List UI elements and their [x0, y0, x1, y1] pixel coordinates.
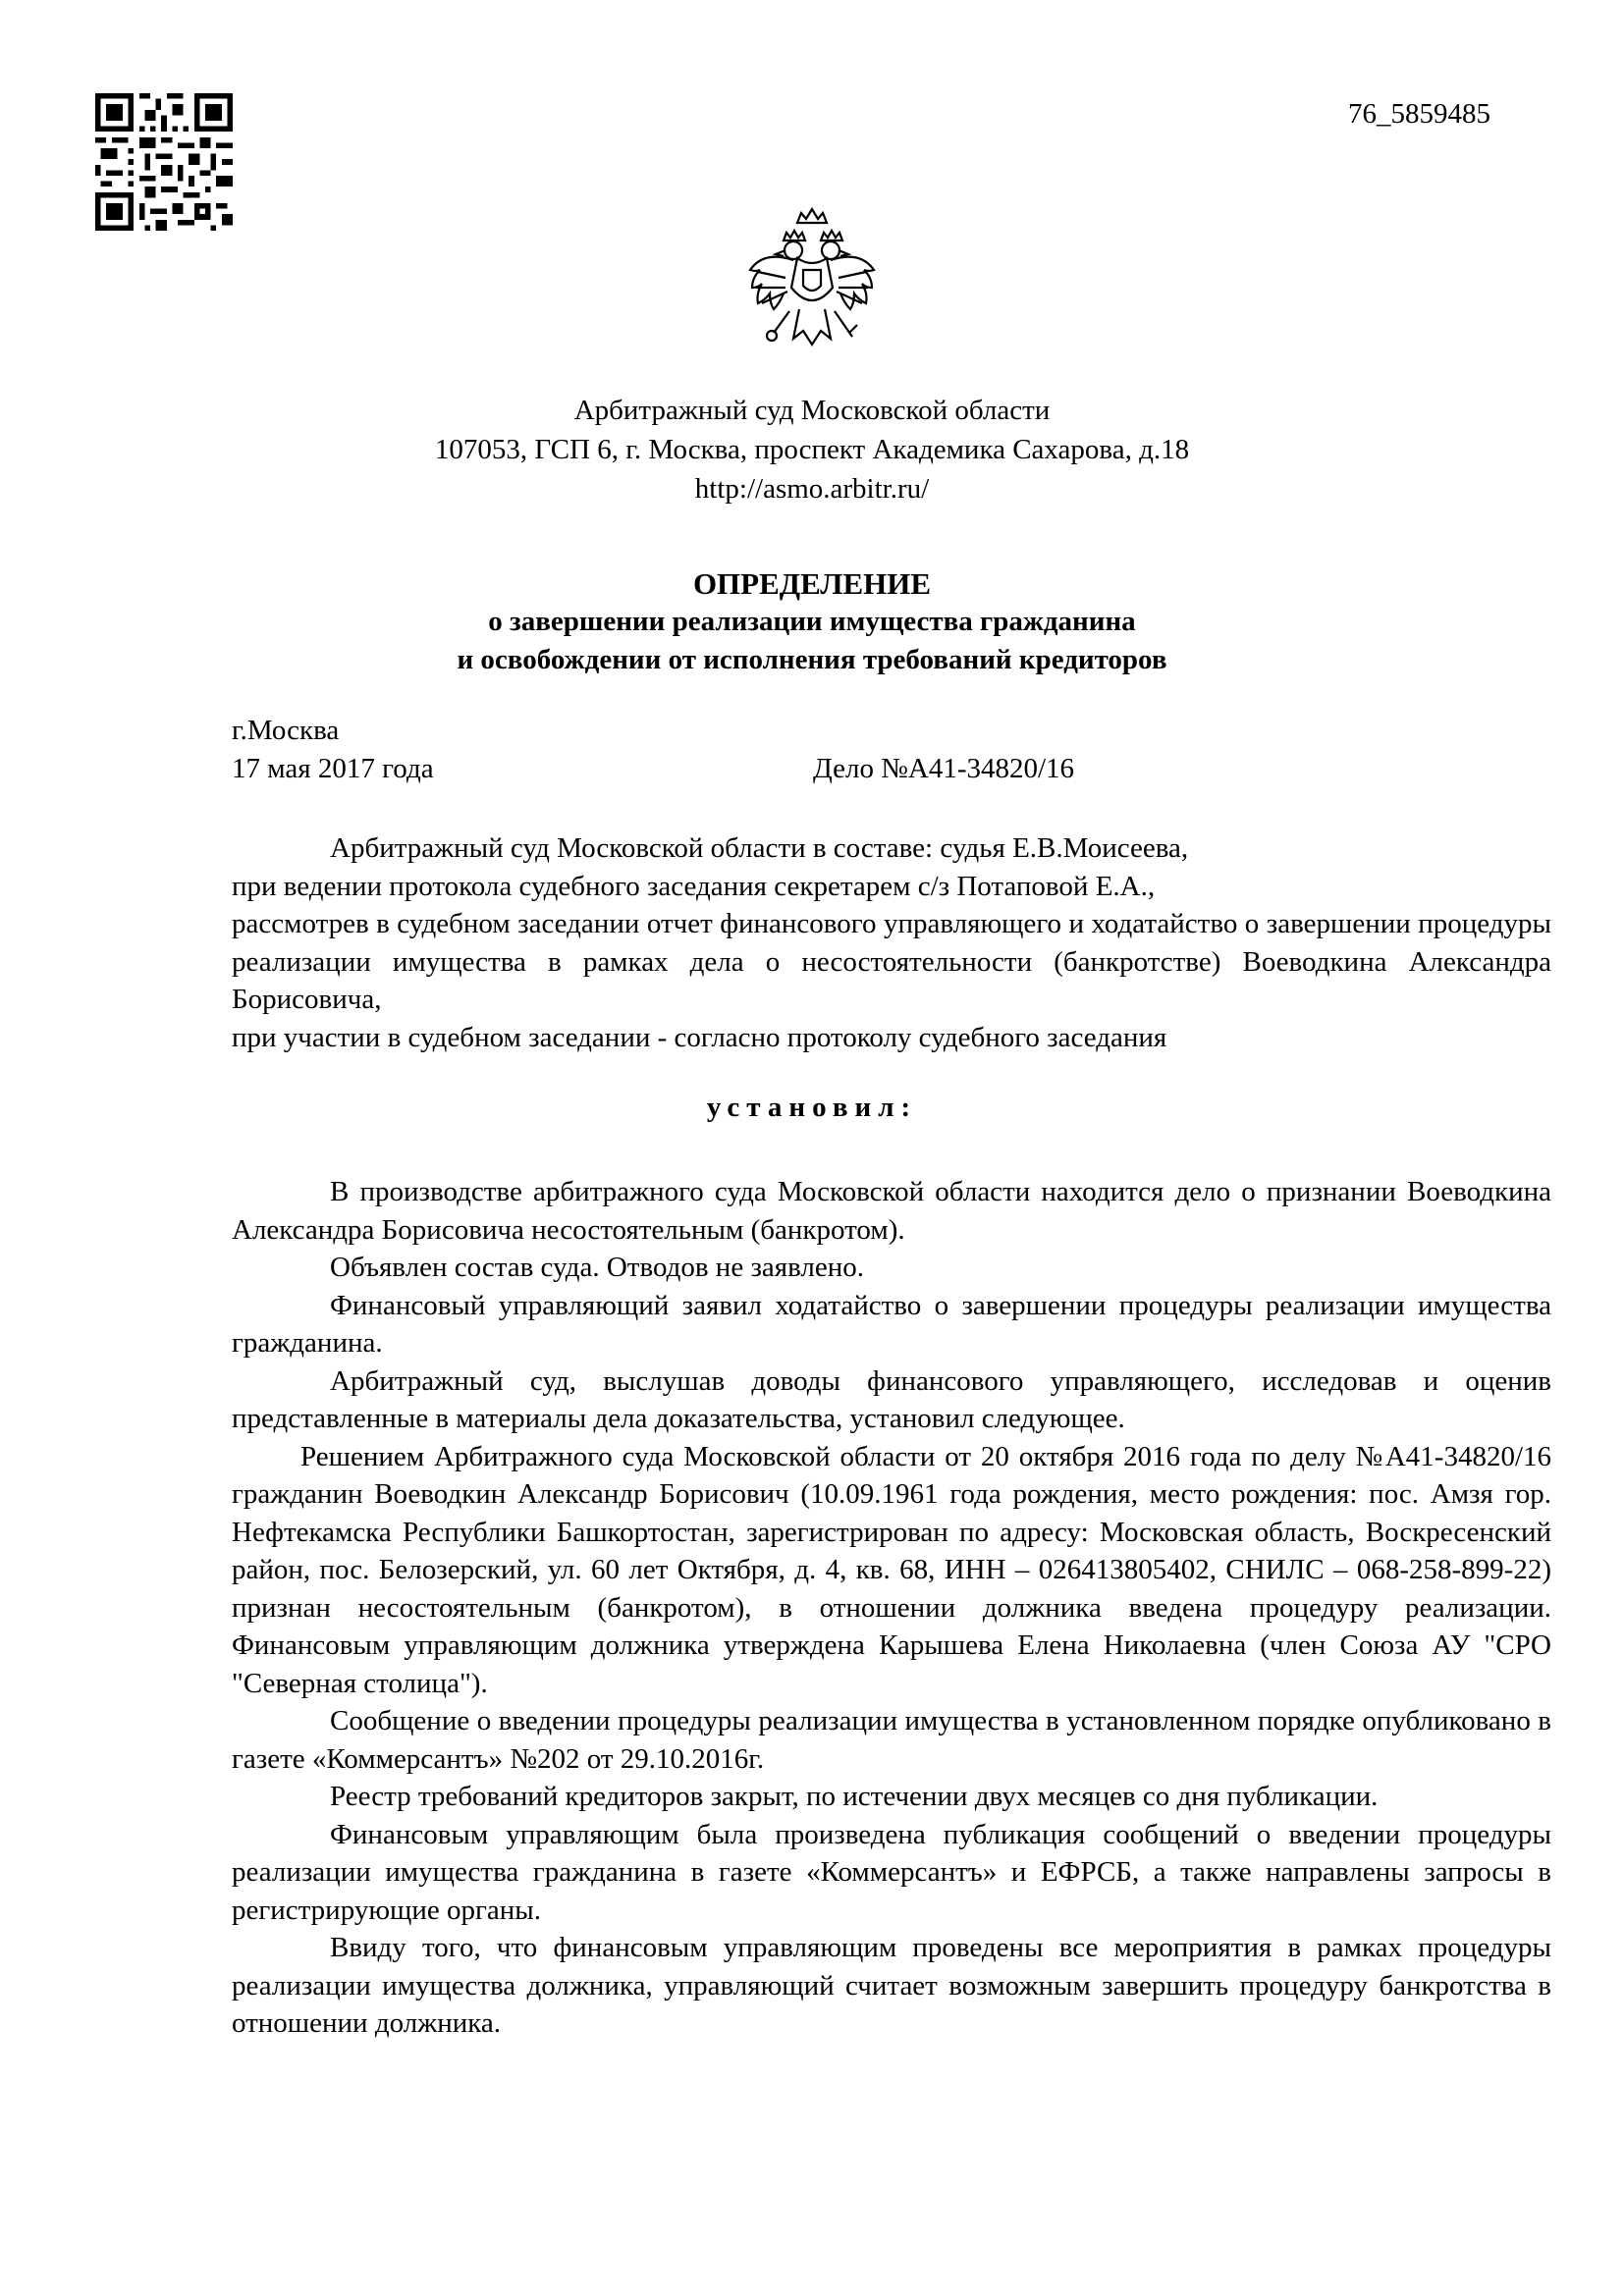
paragraph: Финансовый управляющий заявил ходатайство о завершении процедуры реализации имущества гражданина. [232, 1289, 1551, 1359]
paragraph: Арбитражный суд, выслушав доводы финансового управляющего, исследовав и оценив представленные в материалы дела доказательства, установил следующее. [232, 1364, 1551, 1434]
document-id: 76_5859485 [1348, 98, 1490, 130]
title-line-1: о завершении реализации имущества гражданина [488, 606, 1136, 637]
date: 17 мая 2017 года [232, 753, 434, 784]
intro-line: рассмотрев в судебном заседании отчет финансового управляющего и ходатайство о завершении процедуры реализации имущества в рамках дела о несостоятельности (банкротстве) Воеводкина Александра Борисовича, [232, 908, 1551, 1015]
paragraph: Финансовым управляющим была произведена публикация сообщений о введении процедуры реализации имущества гражданина в газете «Коммерсантъ» и ЕФРСБ, а также направлены запросы в регистрирующие органы. [232, 1818, 1551, 1926]
qr-code-icon [95, 93, 233, 231]
court-header [0, 391, 1624, 508]
coat-of-arms-icon [738, 201, 886, 368]
paragraph: Сообщение о введении процедуры реализации имущества в установленном порядке опубликовано в газете «Коммерсантъ» №202 от 29.10.2016г. [232, 1705, 1551, 1775]
intro-line: при ведении протокола судебного заседания секретарем с/з Потаповой Е.А., [232, 870, 1156, 902]
case-number: Дело №А41-34820/16 [813, 753, 1075, 784]
court-name: Арбитражный суд Московской области [573, 395, 1051, 426]
title-main: ОПРЕДЕЛЕНИЕ [692, 566, 932, 601]
intro-line: Арбитражный суд Московской области в составе: судья Е.В.Моисеева, [330, 832, 1189, 864]
document-title [0, 564, 1624, 679]
place: г.Москва [232, 715, 340, 746]
paragraph: В производстве арбитражного суда Московской области находится дело о признании Воеводкина Александра Борисовича несостоятельным (банкротом). [232, 1176, 1551, 1246]
intro-line: при участии в судебном заседании - согласно протоколу судебного заседания [232, 1021, 1167, 1053]
title-line-2: и освобождении от исполнения требований кредиторов [457, 644, 1167, 675]
court-url: http://asmo.arbitr.ru/ [694, 473, 930, 505]
established-heading: установил: [706, 1092, 918, 1123]
main-text [232, 1173, 1551, 2043]
intro-block [232, 829, 1551, 1056]
paragraph: Реестр требований кредиторов закрыт, по истечении двух месяцев со дня публикации. [330, 1781, 1379, 1812]
paragraph: Объявлен состав суда. Отводов не заявлено. [330, 1252, 865, 1283]
court-address: 107053, ГСП 6, г. Москва, проспект Академика Сахарова, д.18 [434, 434, 1190, 465]
paragraph: Решением Арбитражного суда Московской области от 20 октября 2016 года по делу №А41-34820/16 гражданин Воеводкин Александр Борисович (10.09.1961 года рождения, место рождения: пос. Амзя гор. Нефтекамска Республики Башкортостан, зарегистрирован по адресу: Московская область, Воскресенский район, пос. Белозерский, ул. 60 лет Октября, д. 4, кв. 68, ИНН – 026413805402, СНИЛС – 068-258-899-22) признан несостоятельным (банкротом), в отношении должника введена процедуру реализации. Финансовым управляющим должника утверждена Карышева Елена Николаевна (член Союза АУ "СРО "Северная столица"). [232, 1440, 1551, 1699]
paragraph: Ввиду того, что финансовым управляющим проведены все мероприятия в рамках процедуры реализации имущества должника, управляющий считает возможным завершить процедуру банкротства в отношении должника. [232, 1932, 1551, 2039]
